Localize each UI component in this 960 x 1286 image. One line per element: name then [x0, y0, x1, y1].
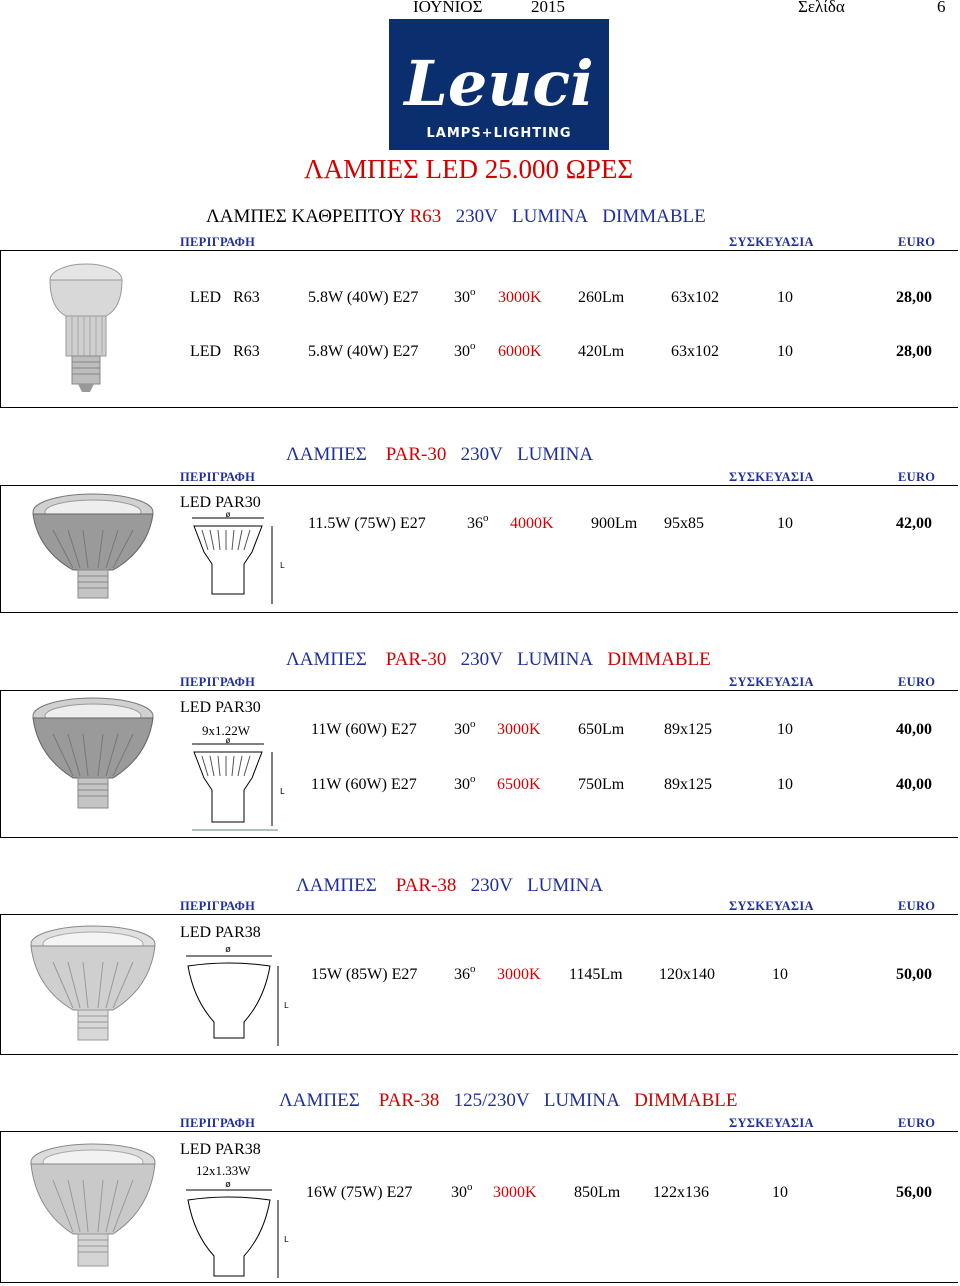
- par30-dimension-diagram: [188, 512, 288, 608]
- section-2-row-1-temp: 4000K: [510, 515, 554, 532]
- section-1-title: ΛΑΜΠΕΣ ΚΑΘΡΕΠΤΟΥ R63 230V LUMINA DIMMABLE: [206, 206, 706, 227]
- section-3-row-2-temp: 6500K: [497, 776, 541, 793]
- section-3-row-1-size: 89x125: [664, 721, 712, 738]
- section-1-row-2-lumen: 420Lm: [578, 343, 625, 360]
- section-1-row-2-price: 28,00: [896, 343, 932, 360]
- section-1-row-2-angle: $30^o$: [454, 340, 476, 360]
- svg-text:ø: ø: [225, 512, 231, 519]
- section-5-title: ΛΑΜΠΕΣ PAR-38 125/230V LUMINA DIMMABLE: [279, 1090, 738, 1111]
- section-1-row-2-pack: 10: [777, 343, 793, 360]
- section-2-row-1-angle: $36^o$: [467, 512, 489, 532]
- section-1-row-2: LED R63: [190, 343, 260, 360]
- section-2-row-1-power: 11.5W (75W) E27: [308, 515, 426, 532]
- section-5-row-1-angle: $30^o$: [451, 1181, 473, 1201]
- svg-text:ø: ø: [225, 738, 231, 745]
- section-3-row-2-power: 11W (60W) E27: [311, 776, 417, 793]
- section-1-row-1-angle: $30^o$: [454, 286, 476, 306]
- section-5-row-1-size: 122x136: [653, 1184, 709, 1201]
- section-4-row-1-angle: $36^o$: [454, 963, 476, 983]
- section-4-row-1-pack: 10: [772, 966, 788, 983]
- section-2-title: ΛΑΜΠΕΣ PAR-30 230V LUMINA: [286, 444, 594, 465]
- section-1-row-1-pack: 10: [777, 289, 793, 306]
- section-5-row-1-power: 16W (75W) E27: [306, 1184, 413, 1201]
- main-title: ΛΑΜΠΕΣ LED 25.000 ΩΡΕΣ: [304, 154, 634, 184]
- col-euro: EURO: [898, 1116, 936, 1130]
- col-euro: EURO: [898, 235, 936, 249]
- header-month: ΙΟΥΝΙΟΣ: [413, 0, 483, 16]
- section-3-row-1-pack: 10: [777, 721, 793, 738]
- col-description: ΠΕΡΙΓΡΑΦΗ: [180, 675, 256, 689]
- r63-lamp-image: [38, 258, 134, 394]
- col-euro: EURO: [898, 470, 936, 484]
- col-description: ΠΕΡΙΓΡΑΦΗ: [180, 470, 256, 484]
- section-2-row-1-price: 42,00: [896, 515, 932, 532]
- svg-text:L: L: [284, 1001, 289, 1010]
- section-2-label: LED PAR30: [180, 494, 261, 511]
- section-3-row-2-size: 89x125: [664, 776, 712, 793]
- header-page-label: Σελίδα: [798, 0, 845, 16]
- section-3-row-2-pack: 10: [777, 776, 793, 793]
- section-1-row-2-temp: 6000K: [498, 343, 542, 360]
- section-5-label: LED PAR38: [180, 1141, 261, 1158]
- section-4-row-1-price: 50,00: [896, 966, 932, 983]
- section-3-row-1-lumen: 650Lm: [578, 721, 625, 738]
- section-3-row-1-power: 11W (60W) E27: [311, 721, 417, 738]
- section-5-row-1-price: 56,00: [896, 1184, 932, 1201]
- col-packaging: ΣΥΣΚΕΥΑΣΙΑ: [729, 899, 814, 913]
- svg-text:ø: ø: [225, 945, 231, 955]
- section-3-row-1-price: 40,00: [896, 721, 932, 738]
- section-1-row-1-price: 28,00: [896, 289, 932, 306]
- section-1-box: [0, 250, 958, 408]
- par30-dimmable-dimension-diagram: [188, 738, 288, 832]
- col-packaging: ΣΥΣΚΕΥΑΣΙΑ: [729, 470, 814, 484]
- section-5-leds: 12x1.33W: [196, 1163, 251, 1178]
- par38-lamp-image: [18, 922, 168, 1050]
- col-description: ΠΕΡΙΓΡΑΦΗ: [180, 1116, 256, 1130]
- par30-lamp-image: [18, 490, 168, 606]
- section-3-leds: 9x1.22W: [202, 723, 251, 738]
- svg-text:ø: ø: [225, 1180, 231, 1190]
- section-3-row-2-price: 40,00: [896, 776, 932, 793]
- section-3-row-2-lumen: 750Lm: [578, 776, 625, 793]
- par30-dimmable-lamp-image: [18, 694, 168, 820]
- header-page-number: 6: [937, 0, 946, 16]
- section-3-row-1-angle: $30^o$: [454, 718, 476, 738]
- col-euro: EURO: [898, 899, 936, 913]
- par38-dimmable-dimension-diagram: [180, 1178, 290, 1282]
- header-year: 2015: [531, 0, 565, 16]
- section-1-row-1-size: 63x102: [671, 289, 719, 306]
- svg-text:L: L: [284, 1235, 289, 1244]
- par38-dimension-diagram: [180, 942, 290, 1050]
- col-packaging: ΣΥΣΚΕΥΑΣΙΑ: [729, 675, 814, 689]
- section-4-label: LED PAR38: [180, 924, 261, 941]
- col-euro: EURO: [898, 675, 936, 689]
- col-packaging: ΣΥΣΚΕΥΑΣΙΑ: [729, 1116, 814, 1130]
- svg-text:LAMPS+LIGHTING: LAMPS+LIGHTING: [426, 126, 572, 141]
- section-5-row-1-pack: 10: [772, 1184, 788, 1201]
- section-1-row-1-power: 5.8W (40W) E27: [308, 289, 419, 306]
- section-5-row-1-lumen: 850Lm: [574, 1184, 621, 1201]
- section-1-row-1: LED R63: [190, 289, 260, 306]
- section-1-row-2-power: 5.8W (40W) E27: [308, 343, 419, 360]
- section-3-row-2-angle: $30^o$: [454, 773, 476, 793]
- section-2-row-1-lumen: 900Lm: [591, 515, 638, 532]
- section-2-row-1-size: 95x85: [664, 515, 704, 532]
- svg-text:Leuci: Leuci: [404, 47, 594, 120]
- section-4-row-1-size: 120x140: [659, 966, 715, 983]
- col-description: ΠΕΡΙΓΡΑΦΗ: [180, 235, 256, 249]
- section-3-label: LED PAR30: [180, 699, 261, 716]
- section-3-title: ΛΑΜΠΕΣ PAR-30 230V LUMINA DIMMABLE: [286, 649, 711, 670]
- section-4-row-1-temp: 3000K: [497, 966, 541, 983]
- section-1-row-2-size: 63x102: [671, 343, 719, 360]
- brand-logo: [389, 19, 609, 150]
- section-1-row-1-lumen: 260Lm: [578, 289, 625, 306]
- section-4-title: ΛΑΜΠΕΣ PAR-38 230V LUMINA: [296, 875, 604, 896]
- section-5-row-1-temp: 3000K: [493, 1184, 537, 1201]
- col-packaging: ΣΥΣΚΕΥΑΣΙΑ: [729, 235, 814, 249]
- svg-text:L: L: [280, 787, 285, 796]
- svg-text:L: L: [280, 561, 285, 570]
- section-2-row-1-pack: 10: [777, 515, 793, 532]
- par38-dimmable-lamp-image: [18, 1140, 168, 1276]
- col-description: ΠΕΡΙΓΡΑΦΗ: [180, 899, 256, 913]
- section-3-row-1-temp: 3000K: [497, 721, 541, 738]
- section-4-row-1-power: 15W (85W) E27: [311, 966, 418, 983]
- section-1-row-1-temp: 3000K: [498, 289, 542, 306]
- section-4-row-1-lumen: 1145Lm: [569, 966, 623, 983]
